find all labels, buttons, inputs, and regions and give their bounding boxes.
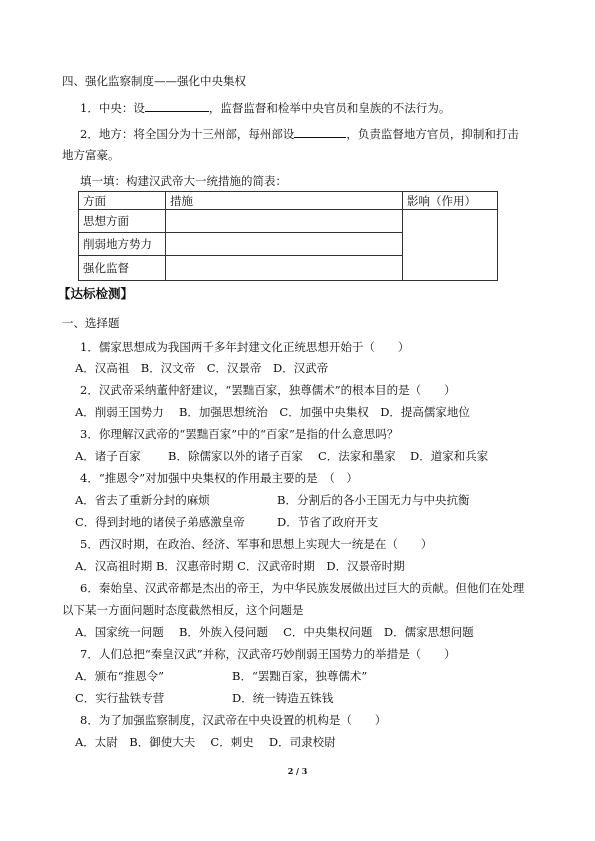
question-6: 6．秦始皇、汉武帝都是杰出的帝王，为中华民族发展做出过巨大的贡献。但他们在处理 (80, 581, 525, 595)
question-3: 3．你理解汉武帝的“罢黜百家”中的“百家”是指的什么意思吗？ (80, 427, 399, 441)
table-cell: 削弱地方势力 (79, 233, 166, 256)
table-header-row (79, 192, 498, 210)
option-b: B．分割后的各小王国无力与中央抗衡 (277, 493, 470, 507)
part-title: 一、选择题 (62, 316, 120, 330)
option-b: B．“罢黜百家，独尊儒术” (232, 669, 368, 683)
item-local (80, 126, 519, 141)
question-4: 4．“推恩令”对加强中央集权的作用最主要的是 （ ） (80, 471, 358, 485)
item-central-text-b: ，监督监督和检举中央官员和皇族的不法行为。 (208, 101, 451, 115)
table-cell-blank (166, 256, 403, 281)
table-cell: 思想方面 (79, 210, 166, 233)
option-a: A．诸子百家 (75, 449, 141, 463)
table-cell: 强化监督 (79, 256, 166, 281)
table-cell-blank (166, 210, 403, 233)
measures-table (78, 191, 498, 281)
option-c: C．得到封地的诸侯子弟感激皇帝 (75, 515, 245, 529)
question-1: 1．儒家思想成为我国两千多年封建文化正统思想开始于（ ） (80, 340, 410, 354)
option-c: C．实行盐铁专营 (75, 691, 165, 705)
question-8-options: A．太尉 B．御使大夫 C．刺史 D．司隶校尉 (75, 735, 336, 749)
option-c: C．法家和墨家 (318, 449, 396, 463)
table-header: 影响（作用） (403, 192, 498, 210)
question-6-options: A．国家统一问题 B．外族入侵问题 C．中央集权问题 D．儒家思想问题 (75, 625, 474, 639)
assessment-heading: 【达标检测】 (58, 286, 134, 301)
item-central-text-a: 1．中央：设 (80, 101, 145, 115)
item-central (80, 100, 450, 115)
answer-blank (294, 126, 346, 138)
option-b: B．除儒家以外的诸子百家 (168, 449, 303, 463)
option-d: D．节省了政府开支 (277, 515, 379, 529)
question-5: 5．西汉时期，在政治、经济、军事和思想上实现大一统是在（ ） (80, 537, 433, 551)
table-cell-blank (403, 210, 498, 281)
table-header: 方面 (79, 192, 166, 210)
table-header: 措施 (166, 192, 403, 210)
question-7: 7．人们总把“秦皇汉武”并称，汉武帝巧妙削弱王国势力的举措是（ ） (80, 647, 456, 661)
page-number: 2 / 3 (287, 766, 308, 776)
option-d: D．道家和兵家 (410, 449, 489, 463)
item-local-text-b: ，负责监督地方官员，抑制和打击 (346, 127, 519, 141)
fill-prompt: 填一填：构建汉武帝大一统措施的简表： (80, 174, 287, 188)
question-2: 2．汉武帝采纳董仲舒建议，“罢黜百家，独尊儒术”的根本目的是（ ） (80, 383, 456, 397)
item-local-text-a: 2．地方：将全国分为十三州部，每州部设 (80, 127, 295, 141)
item-local-cont: 地方富豪。 (62, 148, 120, 162)
section-title: 四、强化监察制度——强化中央集权 (62, 74, 246, 88)
question-2-options: A．削弱王国势力 B．加强思想统治 C．加强中央集权 D．提高儒家地位 (75, 405, 470, 419)
table-row (79, 210, 498, 233)
option-a: A．省去了重新分封的麻烦 (75, 493, 210, 507)
question-1-options: A．汉高祖 B．汉文帝 C．汉景帝 D．汉武帝 (75, 361, 329, 375)
question-6-cont: 以下某一方面问题时态度截然相反，这个问题是 (62, 603, 304, 617)
option-d: D．统一铸造五铢钱 (232, 691, 334, 705)
question-5-options: A．汉高祖时期 B．汉惠帝时期 C．汉武帝时期 D．汉景帝时期 (75, 559, 405, 573)
table-cell-blank (166, 233, 403, 256)
question-8: 8．为了加强监察制度，汉武帝在中央设置的机构是（ ） (80, 713, 387, 727)
answer-blank (145, 100, 209, 112)
option-a: A．颁布“推恩令” (75, 669, 165, 683)
